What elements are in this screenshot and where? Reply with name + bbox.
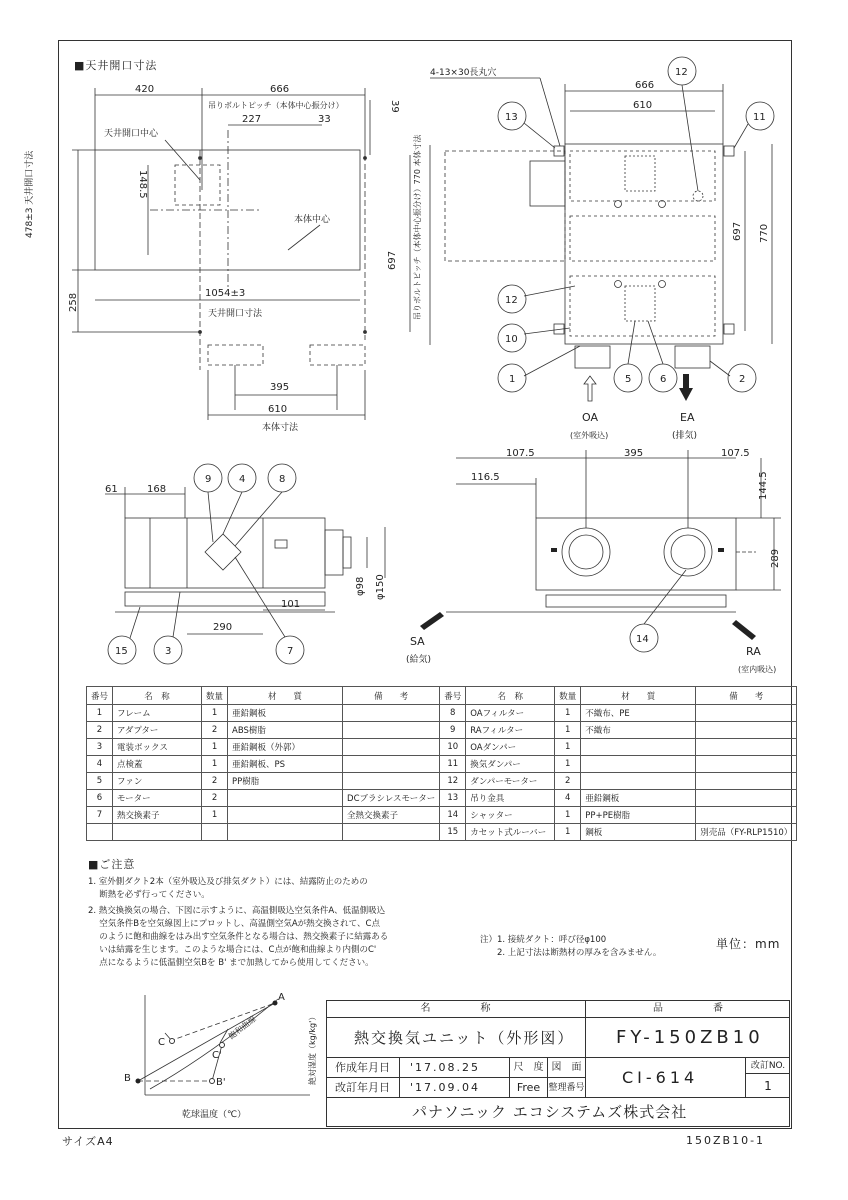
dim-420: 420	[135, 84, 155, 95]
col-qty: 数量	[202, 687, 228, 705]
sheet-size: サイズA4	[62, 1135, 114, 1148]
table-cell	[696, 705, 797, 722]
table-cell	[87, 824, 113, 841]
parts-table-body	[87, 705, 797, 841]
part-header: 品 番	[586, 1000, 790, 1018]
table-cell: 11	[440, 756, 466, 773]
callout-12b: 12	[505, 295, 518, 306]
col-remark: 備 考	[343, 687, 440, 705]
dim-610: 610	[268, 404, 288, 415]
table-cell: 2	[555, 773, 581, 790]
caution-line: 空気条件Bを空気線図上にプロットし、高温側空気Aが熱交換されて、C点	[88, 919, 380, 929]
table-cell	[343, 739, 440, 756]
side-view	[95, 462, 415, 677]
top-dim-610: 610	[633, 100, 653, 111]
callout-6: 6	[660, 374, 667, 385]
company-name: パナソニック エコシステムズ株式会社	[412, 1103, 688, 1121]
table-cell	[696, 756, 797, 773]
parts-table-header	[87, 687, 797, 705]
table-cell: 4	[555, 790, 581, 807]
table-cell	[696, 773, 797, 790]
table-cell: 2	[202, 722, 228, 739]
point-a: A	[278, 992, 285, 1003]
table-cell: 1	[202, 705, 228, 722]
ceiling-center-label: 天井開口中心	[104, 129, 159, 139]
table-cell: 不織布	[581, 722, 696, 739]
table-cell: 9	[440, 722, 466, 739]
front-dim-107b: 107.5	[721, 448, 750, 459]
top-dim-666: 666	[635, 80, 655, 91]
point-b-prime: B'	[216, 1077, 226, 1088]
psychrometric-chart	[110, 985, 325, 1125]
body-center-label: 本体中心	[294, 215, 331, 225]
unit-label: 単位：mm	[716, 937, 781, 951]
caution-line: 断熱を必ず行ってください。	[88, 890, 210, 900]
title-block	[326, 1000, 790, 1127]
caution-text	[88, 876, 388, 970]
front-dim-144: 144.5	[758, 471, 769, 500]
table-cell: 13	[440, 790, 466, 807]
front-view	[396, 440, 790, 680]
bolt-pitch-vertical: 吊りボルトピッチ（本体中心振分け）770 本体寸法	[413, 134, 422, 320]
drawing-title: 熱交換気ユニット（外形図）	[326, 1018, 586, 1058]
table-cell: DCブラシレスモーター	[343, 790, 440, 807]
front-dim-395: 395	[624, 448, 644, 459]
table-cell	[228, 807, 343, 824]
table-cell: 1	[87, 705, 113, 722]
table-cell: 亜鉛鋼板	[228, 705, 343, 722]
callout-2: 2	[739, 374, 746, 385]
oa-label: OA	[582, 411, 598, 424]
body-dim-label: 本体寸法	[262, 423, 299, 433]
col-name: 名 称	[113, 687, 202, 705]
rev-label: 改訂NO.	[746, 1058, 790, 1074]
created-label: 作成年月日	[326, 1058, 400, 1078]
table-cell: 1	[202, 739, 228, 756]
table-cell: 不織布、PE	[581, 705, 696, 722]
table-cell: 換気ダンパー	[466, 756, 555, 773]
table-cell	[696, 807, 797, 824]
col-no: 番号	[87, 687, 113, 705]
sa-label: SA	[410, 635, 425, 648]
callout-14: 14	[636, 634, 649, 645]
table-row	[87, 739, 797, 756]
table-cell: 4	[87, 756, 113, 773]
caution-line: のように飽和曲線をはみ出す空気条件となる場合は、熱交換素子に結露ある	[88, 932, 389, 942]
table-cell: 1	[555, 705, 581, 722]
table-cell	[343, 756, 440, 773]
dim-1054: 1054±3	[205, 288, 246, 299]
callout-4: 4	[239, 474, 246, 485]
caution-line: 1. 室外側ダクト2本（室外吸込及び排気ダクト）には、結露防止のための	[88, 877, 368, 887]
col-name-2: 名 称	[466, 687, 555, 705]
callout-7: 7	[287, 646, 294, 657]
table-cell	[343, 722, 440, 739]
table-cell: RAフィルター	[466, 722, 555, 739]
table-cell	[696, 722, 797, 739]
section-title: ■天井開口寸法	[74, 59, 158, 72]
callout-12a: 12	[675, 67, 688, 78]
note-line-2: 2. 上記寸法は断熱材の厚みを含みません。	[480, 948, 662, 958]
dim-697: 697	[387, 250, 398, 270]
y-axis-label: 絶対湿度（kg/kg'）	[308, 1012, 317, 1085]
table-cell: 吊り金具	[466, 790, 555, 807]
slot-label: 4-13×30長丸穴	[430, 68, 497, 78]
ea-sub-label: (排気)	[672, 431, 698, 441]
dim-148: 148.5	[137, 170, 148, 199]
table-cell: ダンパーモーター	[466, 773, 555, 790]
table-cell: 1	[555, 722, 581, 739]
ea-label: EA	[680, 411, 695, 424]
callout-5: 5	[625, 374, 632, 385]
dim-258: 258	[68, 292, 79, 312]
dim-101: 101	[281, 599, 301, 610]
ceiling-height-label: 478±3 天井開口寸法	[25, 150, 35, 238]
drawing-number: CI-614	[586, 1058, 746, 1098]
ra-sub-label: (室内吸込)	[738, 665, 777, 674]
table-cell: 2	[87, 722, 113, 739]
front-dim-107a: 107.5	[506, 448, 535, 459]
caution-line: 2. 熱交換換気の場合、下図に示すように、高温側吸込空気条件A、低温側吸込	[88, 906, 386, 916]
table-cell	[696, 790, 797, 807]
caution-line: 点になるように低温側空気Bを B' まで加熱してから使用してください。	[88, 958, 374, 968]
table-cell: 5	[87, 773, 113, 790]
callout-10: 10	[505, 334, 518, 345]
table-cell: 3	[87, 739, 113, 756]
table-cell	[113, 824, 202, 841]
table-cell: 鋼板	[581, 824, 696, 841]
table-cell	[581, 756, 696, 773]
table-cell	[343, 773, 440, 790]
ceiling-opening-view	[25, 70, 460, 440]
sa-sub-label: (給気)	[406, 655, 432, 665]
control-label: 整理番号	[548, 1078, 586, 1098]
table-row	[87, 824, 797, 841]
parts-table	[86, 686, 797, 841]
table-cell: PP樹脂	[228, 773, 343, 790]
caution-title: ■ご注意	[88, 858, 136, 871]
sheet-code: 150ZB10-1	[686, 1134, 766, 1147]
table-cell: 熱交換素子	[113, 807, 202, 824]
table-row	[87, 722, 797, 739]
saturation-curve-label: 飽和曲線	[226, 1014, 258, 1042]
revised-label: 改訂年月日	[326, 1078, 400, 1098]
table-row	[87, 756, 797, 773]
table-cell	[343, 705, 440, 722]
revised-date: '17.09.04	[400, 1078, 510, 1098]
table-cell: ファン	[113, 773, 202, 790]
top-plan-view	[420, 66, 790, 446]
model-number: FY-150ZB10	[586, 1018, 790, 1058]
table-cell: 12	[440, 773, 466, 790]
table-row	[87, 773, 797, 790]
dim-33: 33	[318, 114, 331, 125]
table-cell	[228, 790, 343, 807]
table-row	[87, 807, 797, 824]
scale-label: 尺 度	[510, 1058, 548, 1078]
table-cell: 1	[555, 807, 581, 824]
table-cell	[581, 739, 696, 756]
caution-line: いは結露を生じます。このような場合には、C点が飽和曲線より内側のC'	[88, 945, 377, 955]
x-axis-label: 乾球温度（℃）	[182, 1110, 247, 1120]
col-no-2: 番号	[440, 687, 466, 705]
table-cell: ABS樹脂	[228, 722, 343, 739]
ra-label: RA	[746, 645, 761, 658]
table-cell	[228, 824, 343, 841]
oa-sub-label: (室外吸込)	[570, 431, 609, 440]
callout-9: 9	[205, 474, 212, 485]
callout-1: 1	[509, 374, 516, 385]
dim-phi98: φ98	[355, 576, 366, 596]
dim-666: 666	[270, 84, 290, 95]
top-dim-697: 697	[732, 221, 743, 241]
callout-13: 13	[505, 112, 518, 123]
callout-8: 8	[279, 474, 286, 485]
table-cell: 7	[87, 807, 113, 824]
dim-61: 61	[105, 484, 118, 495]
table-cell	[343, 824, 440, 841]
dim-39: 39	[389, 100, 400, 113]
top-dim-770: 770	[759, 223, 770, 243]
notes	[480, 934, 661, 960]
drawing-label: 図 面	[548, 1058, 586, 1078]
table-cell	[202, 824, 228, 841]
point-b: B	[124, 1073, 131, 1084]
table-cell: 14	[440, 807, 466, 824]
col-material-2: 材 質	[581, 687, 696, 705]
table-cell: PP+PE樹脂	[581, 807, 696, 824]
table-row	[87, 790, 797, 807]
table-cell: 1	[555, 739, 581, 756]
created-date: '17.08.25	[400, 1058, 510, 1078]
table-cell: 全熱交換素子	[343, 807, 440, 824]
bolt-pitch-label: 吊りボルトピッチ（本体中心振分け）	[208, 101, 344, 110]
name-header: 名 称	[326, 1000, 586, 1018]
table-cell: モーター	[113, 790, 202, 807]
dim-168: 168	[147, 484, 167, 495]
callout-15: 15	[115, 646, 128, 657]
dim-227: 227	[242, 114, 262, 125]
point-c: C	[158, 1037, 165, 1048]
table-cell: 亜鉛鋼板（外郭）	[228, 739, 343, 756]
table-cell: フレーム	[113, 705, 202, 722]
table-cell: 1	[555, 824, 581, 841]
point-c-prime: C'	[212, 1050, 222, 1061]
table-cell: OAダンパー	[466, 739, 555, 756]
table-cell: 亜鉛鋼板、PS	[228, 756, 343, 773]
dim-290: 290	[213, 622, 233, 633]
table-cell: 1	[202, 756, 228, 773]
table-cell: OAフィルター	[466, 705, 555, 722]
ceiling-width-label: 天井開口寸法	[208, 309, 263, 319]
table-cell	[581, 773, 696, 790]
front-dim-116: 116.5	[471, 472, 500, 483]
callout-11: 11	[753, 112, 766, 123]
rev-value: 1	[746, 1074, 790, 1098]
table-cell: 亜鉛鋼板	[581, 790, 696, 807]
table-cell: 8	[440, 705, 466, 722]
table-cell: 1	[202, 807, 228, 824]
col-material: 材 質	[228, 687, 343, 705]
table-cell: 6	[87, 790, 113, 807]
table-cell: 別売品（FY-RLP1510）	[696, 824, 797, 841]
table-cell	[696, 739, 797, 756]
table-cell: シャッター	[466, 807, 555, 824]
dim-phi150: φ150	[375, 574, 386, 600]
callout-3: 3	[165, 646, 172, 657]
table-cell: 15	[440, 824, 466, 841]
scale-value: Free	[510, 1078, 548, 1098]
col-qty-2: 数量	[555, 687, 581, 705]
table-cell: カセット式ルーバー	[466, 824, 555, 841]
table-cell: 1	[555, 756, 581, 773]
front-dim-289: 289	[770, 548, 781, 568]
col-remark-2: 備 考	[696, 687, 797, 705]
table-cell: 10	[440, 739, 466, 756]
dim-395: 395	[270, 382, 290, 393]
table-cell: 電装ボックス	[113, 739, 202, 756]
table-cell: アダプター	[113, 722, 202, 739]
table-row	[87, 705, 797, 722]
table-cell: 点検蓋	[113, 756, 202, 773]
note-line-1: 注）1. 接続ダクト：呼び径φ100	[480, 935, 607, 945]
table-cell: 2	[202, 790, 228, 807]
table-cell: 2	[202, 773, 228, 790]
